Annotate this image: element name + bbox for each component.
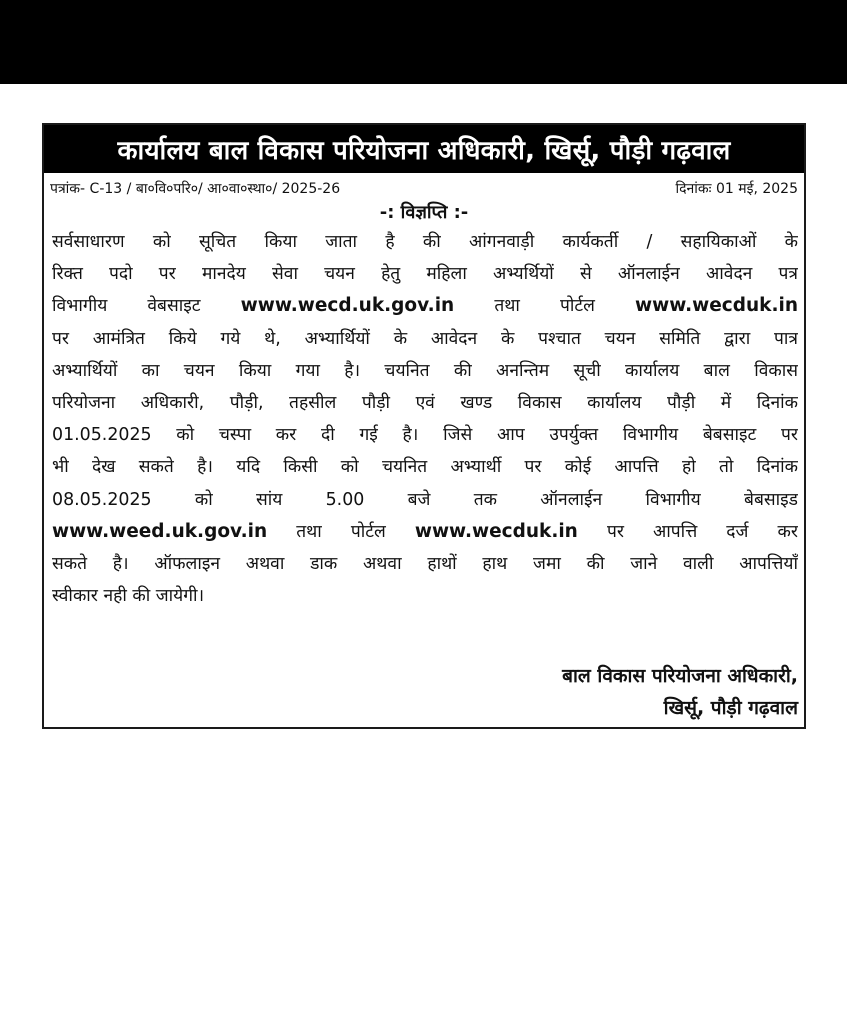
portal-url: www.wecduk.in <box>635 295 798 317</box>
body-line: स्वीकार नही की जायेगी। <box>52 586 205 607</box>
body-line: विभागीय वेबसाइट www.wecd.uk.gov.in तथा पोर्टल www.wecduk.in <box>52 295 798 317</box>
body-line: परियोजना अधिकारी, पौड़ी, तहसील पौड़ी एवं खण्ड विकास कार्यालय पौड़ी में दिनांक <box>52 392 798 413</box>
website-url: www.weed.uk.gov.in <box>52 520 268 542</box>
body-line: पर आमंत्रित किये गये थे, अभ्यार्थियों के आवेदन के पश्चात चयन समिति द्वारा पात्र <box>52 328 798 349</box>
body-line: सकते है। ऑफलाइन अथवा डाक अथवा हाथों हाथ जमा की जाने वाली आपत्तियाँ <box>52 553 798 574</box>
signature-block <box>562 660 798 724</box>
signature-designation: बाल विकास परियोजना अधिकारी, <box>562 665 798 687</box>
portal-url: www.wecduk.in <box>414 520 578 542</box>
notice-date: दिनांकः 01 मई, 2025 <box>675 180 798 197</box>
newspaper-notice <box>42 123 806 729</box>
body-line: सर्वसाधारण को सूचित किया जाता है की आंगनवाड़ी कार्यकर्ती / सहायिकाओं के <box>52 232 798 252</box>
signature-location: खिर्सू, पौड़ी गढ़वाल <box>663 697 798 719</box>
body-line: www.weed.uk.gov.in तथा पोर्टल www.wecduk.in पर आपत्ति दर्ज कर <box>52 520 798 542</box>
notice-header: कार्यालय बाल विकास परियोजना अधिकारी, खिर्सू, पौड़ी गढ़वाल <box>44 125 804 173</box>
body-line: 01.05.2025 को चस्पा कर दी गई है। जिसे आप उपर्युक्त विभागीय बेबसाइट पर <box>52 425 798 446</box>
website-url: www.wecd.uk.gov.in <box>240 295 455 317</box>
body-line: अभ्यार्थियों का चयन किया गया है। चयनित की अनन्तिम सूची कार्यालय बाल विकास <box>52 360 798 381</box>
body-line: रिक्त पदो पर मानदेय सेवा चयन हेतु महिला अभ्यर्थियों से ऑनलाईन आवेदन पत्र <box>52 264 798 285</box>
body-line: 08.05.2025 को सांय 5.00 बजे तक ऑनलाईन विभागीय बेबसाइड <box>52 489 798 510</box>
reference-row <box>44 173 804 199</box>
reference-number: पत्रांक- C-13 / बा०वि०परि०/ आ०वा०स्था०/ 2025-26 <box>50 180 341 197</box>
notice-title: -: विज्ञप्ति :- <box>379 202 469 223</box>
notice-body <box>44 226 804 612</box>
body-line: भी देख सकते है। यदि किसी को चयनित अभ्यार्थी पर कोई आपत्ति हो तो दिनांक <box>52 457 798 478</box>
top-black-bar <box>0 0 847 84</box>
